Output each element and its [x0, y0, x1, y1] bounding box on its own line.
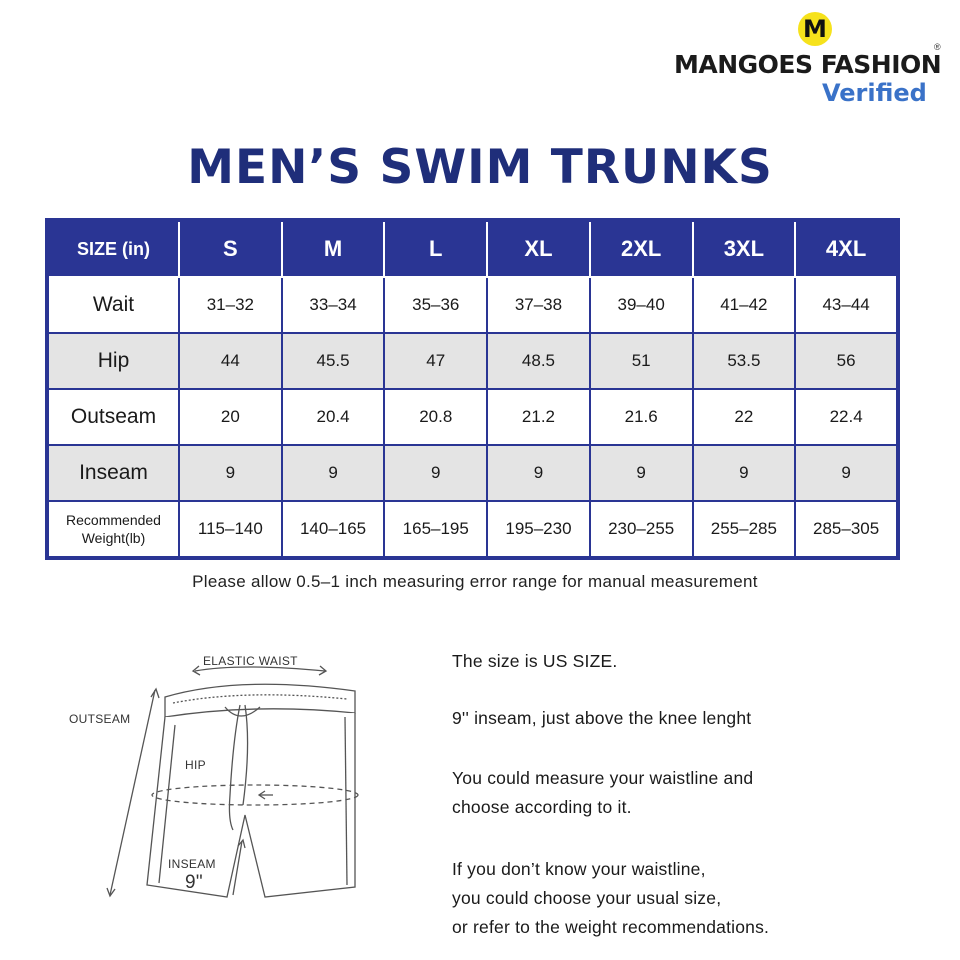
verified-label: Verified — [822, 79, 927, 107]
table-cell: 56 — [795, 333, 898, 389]
row-label: Outseam — [47, 389, 179, 445]
table-cell: 22.4 — [795, 389, 898, 445]
table-cell: 9 — [693, 445, 796, 501]
header-cell: S — [179, 220, 282, 277]
table-cell: 48.5 — [487, 333, 590, 389]
table-row — [47, 333, 898, 389]
info-line: If you don’t know your waistline, — [452, 859, 706, 879]
shorts-diagram — [55, 645, 425, 945]
table-cell: 20.4 — [282, 389, 385, 445]
table-row — [47, 277, 898, 333]
table-cell: 22 — [693, 389, 796, 445]
table-cell: 35–36 — [384, 277, 487, 333]
table-cell: 20 — [179, 389, 282, 445]
header-cell: SIZE (in) — [47, 220, 179, 277]
header-cell: 4XL — [795, 220, 898, 277]
table-cell: 9 — [384, 445, 487, 501]
table-header-row — [47, 220, 898, 277]
table-cell: 195–230 — [487, 501, 590, 558]
logo-name: MANGOES FASHION — [674, 50, 942, 79]
header-cell: 3XL — [693, 220, 796, 277]
table-cell: 45.5 — [282, 333, 385, 389]
row-label: Hip — [47, 333, 179, 389]
table-cell: 9 — [179, 445, 282, 501]
table-cell: 21.6 — [590, 389, 693, 445]
table-cell: 9 — [487, 445, 590, 501]
info-unknown-waistline — [452, 855, 769, 942]
info-us-size — [452, 647, 617, 676]
table-cell: 53.5 — [693, 333, 796, 389]
info-waistline — [452, 764, 753, 822]
size-chart-table — [45, 218, 900, 560]
table-cell: 255–285 — [693, 501, 796, 558]
table-cell: 20.8 — [384, 389, 487, 445]
table-cell: 37–38 — [487, 277, 590, 333]
info-line: You could measure your waistline and — [452, 768, 754, 788]
inseam-label: INSEAM — [168, 857, 216, 871]
table-cell: 140–165 — [282, 501, 385, 558]
row-label-line: Recommended — [66, 512, 161, 528]
table-cell: 44 — [179, 333, 282, 389]
table-cell: 115–140 — [179, 501, 282, 558]
table-cell: 9 — [590, 445, 693, 501]
header-cell: XL — [487, 220, 590, 277]
table-cell: 51 — [590, 333, 693, 389]
header-cell: M — [282, 220, 385, 277]
header-cell: L — [384, 220, 487, 277]
brand-logo — [672, 6, 952, 106]
hip-label: HIP — [185, 758, 206, 772]
table-cell: 43–44 — [795, 277, 898, 333]
info-line: you could choose your usual size, — [452, 888, 722, 908]
info-line: The size is US SIZE. — [452, 651, 618, 671]
table-cell: 33–34 — [282, 277, 385, 333]
table-cell: 39–40 — [590, 277, 693, 333]
row-label — [47, 501, 179, 558]
table-cell: 230–255 — [590, 501, 693, 558]
logo-badge-icon: M — [798, 12, 832, 46]
table-cell: 165–195 — [384, 501, 487, 558]
table-row — [47, 389, 898, 445]
registered-mark: ® — [934, 42, 941, 52]
table-cell: 21.2 — [487, 389, 590, 445]
table-cell: 41–42 — [693, 277, 796, 333]
outseam-label: OUTSEAM — [69, 712, 131, 726]
table-row — [47, 501, 898, 558]
inseam-value: 9" — [185, 872, 203, 893]
info-line: 9'' inseam, just above the knee lenght — [452, 708, 752, 728]
row-label-line: Weight(lb) — [81, 530, 146, 546]
shorts-illustration-icon — [55, 645, 425, 945]
header-cell: 2XL — [590, 220, 693, 277]
row-label: Inseam — [47, 445, 179, 501]
page-title: MEN’S SWIM TRUNKS — [187, 140, 773, 195]
info-inseam — [452, 704, 751, 733]
elastic-waist-label: ELASTIC WAIST — [203, 654, 298, 668]
table-cell: 31–32 — [179, 277, 282, 333]
table-cell: 9 — [282, 445, 385, 501]
row-label: Wait — [47, 277, 179, 333]
info-line: choose according to it. — [452, 797, 632, 817]
table-cell: 47 — [384, 333, 487, 389]
table-cell: 9 — [795, 445, 898, 501]
table-cell: 285–305 — [795, 501, 898, 558]
measurement-note: Please allow 0.5–1 inch measuring error range for manual measurement — [192, 572, 758, 591]
table-row — [47, 445, 898, 501]
info-line: or refer to the weight recommendations. — [452, 917, 770, 937]
